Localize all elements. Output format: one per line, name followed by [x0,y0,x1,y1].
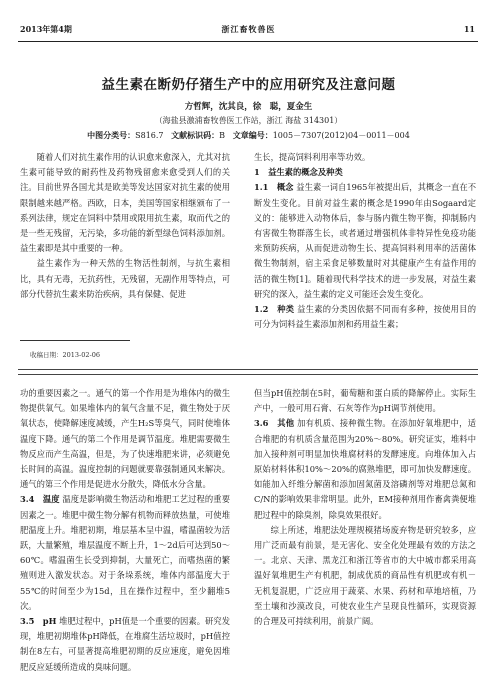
aeration-paragraph: 功的重要因素之一。通气的第一个作用是为堆体内的微生物提供氧气。如果堆体内的氧气含量不足，微生物处于厌氧状态，使降解速度减缓，产生H₂S等臭气，同时使堆体温度下降。通气的第二个作用是调节温度。堆肥需要微生物反应而产生高温，但是，为了快速堆肥来讲，必须避免长时间的高温。温度控制的问题就要靠强制通风来解决。通气的第三个作用是促进水分散失，降低水分含量。 [20,388,230,490]
section-3-4-text: 温度是影响微生物活动和堆肥工艺过程的重要因素之一。堆肥中微生物分解有机物而释放热量，可使堆肥温度上升。堆肥初期，堆层基本呈中温，嗜温菌较为活跃，大量繁殖，堆层温度不断上升，1～2d后可达到50～60℃。嗜温菌生长受到抑制，大量死亡，而嗜热菌的繁殖则进入激发状态。对于条垛系统，堆体内部温度大于55℃的时间至少为15d，且在操作过程中，至少翻堆5次。 [20,494,230,611]
running-header [0,22,497,38]
header-rule [18,41,478,42]
section-1-2-paragraph [254,302,476,332]
section-1-2-text: 益生素的分类因依据不同而有多种，按使用目的可分为饲料益生素添加剂和药用益生素； [254,304,477,330]
conclusion-paragraph: 综上所述，堆肥法处理规模猪场废弃物是研究较多，应用广泛而最有前景，是无害化、安全化处理最有效的方法之一。北京、天津、黑龙江和浙江等省市的大中城市都采用高温好氧堆肥生产有机肥，制成优质的商品性有机肥或有机－无机复混肥，广泛应用于蔬菜、水果、药材和草地培植，乃至土壤和沙漠改良，可使农业生产呈现良性循环，实现资源的合理及可持续利用，前景广阔。 [254,524,476,627]
doc-code-label: 文献标识码： [171,130,220,140]
section-1-heading: 1 益生素的概念及种类 [254,167,343,178]
lower-right-column [254,386,476,629]
footnote-rule [20,340,130,341]
intro-paragraph-3: 生长，提高饲料利用率等功效。 [254,152,371,162]
article-no-value: 1005－7307(2012)04－0011－004 [272,131,410,140]
section-3-5-text: 堆肥过程中，pH值是一个重要的因素。研究发现，堆肥初期堆体pH降低，在堆腐生活垃圾时，pH值控制在8左右，可显著提高堆肥初期的反应速度，避免因堆肥反应延缓所造成的臭味问题。 [20,616,231,672]
upper-right-column [254,150,476,332]
intro-paragraph-2: 益生素作为一种天然的生物活性制剂，与抗生素相比，具有无毒，无抗药性，无残留，无副作用等特点，可部分代替抗生素来防治疾病，具有保健、促进 [20,258,230,299]
section-1-2-label: 1.2 种类 [254,304,295,315]
journal-name: 浙江畜牧兽医 [221,24,276,34]
clc-label: 中图分类号： [87,130,136,140]
section-3-6-paragraph [254,416,476,522]
section-3-5-paragraph [20,614,230,675]
upper-left-column [20,150,230,302]
intro-paragraph-1: 随着人们对抗生素作用的认识愈来愈深入，尤其对抗生素可能导致的耐药性及药物残留愈来愈受到人们的关注。目前世界各国尤其是欧美等发达国家对抗生素的使用限制越来越严格。西欧，日本，美国等国家相继颁布了一系列法律，规定在饲料中禁用或限用抗生素，取而代之的是一些无残留，无污染，多功能的新型绿色饲料添加剂。益生素即是其中重要的一种。 [20,152,230,254]
doc-code-value: B [219,131,226,140]
clc-value: S816.7 [135,131,164,140]
received-date-footnote: 收稿日期：2013-02-06 [30,351,100,359]
article-title: 益生素在断奶仔猪生产中的应用研究及注意问题 [101,77,396,93]
page-number: 11 [463,24,475,34]
section-3-4-paragraph [20,492,230,614]
section-3-6-text: 加有机质、接种微生物。在添加好氧堆肥中，适合堆肥的有机质含量范围为20%～80%。研究证实，堆料中加入接种剂可明显加快堆腐材料的发酵速度。向堆体加入占原始材料体积10%～20%的腐熟堆肥，即可加快发酵速度。如能加入纤维分解菌和添加固氮菌及溶磷剂等对堆肥总氮和C/N的影响效果非常明显。此外，EM接种剂用作畜禽粪便堆肥过程中的除臭剂，除臭效果很好。 [254,418,477,520]
section-3-5-label: 3.5 pH [20,616,57,627]
article-affiliation: （海盐县激浦畜牧兽医工作站，浙江 海盐 314301） [154,116,343,125]
article-no-label: 文章编号： [232,130,273,140]
issue-label: 2013年第4期 [20,24,72,34]
ph-paragraph: 但当pH值控制在5时，葡萄糖和蛋白质的降解停止。实际生产中，一般可用石膏、石灰等作为pH调节剂使用。 [254,388,476,414]
article-separator [18,369,478,375]
section-1-1-label: 1.1 概念 [254,182,294,193]
article-authors: 方哲辉，沈其良，徐 聪，夏金生 [184,102,313,112]
lower-left-column [20,386,230,675]
article-meta [0,130,497,141]
section-3-4-label: 3.4 温度 [20,494,60,505]
section-1-1-text: 益生素一词自1965年被提出后，其概念一直在不断发生变化。目前对益生素的概念是1990年由Sogaard定义的：能够进入动物体后，参与肠内微生物平衡，抑制肠内有害微生物群落生长，或者通过增强机体非特异性免疫功能来预防疾病，从而促进动物生长、提高饲料利用率的活菌体微生物制剂，宿主采食足够数量时对其健康产生有益作用的活的微生物[1]。随着现代科学技术的进一步发展，对益生素研究的深入，益生素的定义可能还会发生变化。 [254,182,477,299]
section-1-1-paragraph [254,180,476,302]
section-3-6-label: 3.6 其他 [254,418,295,429]
